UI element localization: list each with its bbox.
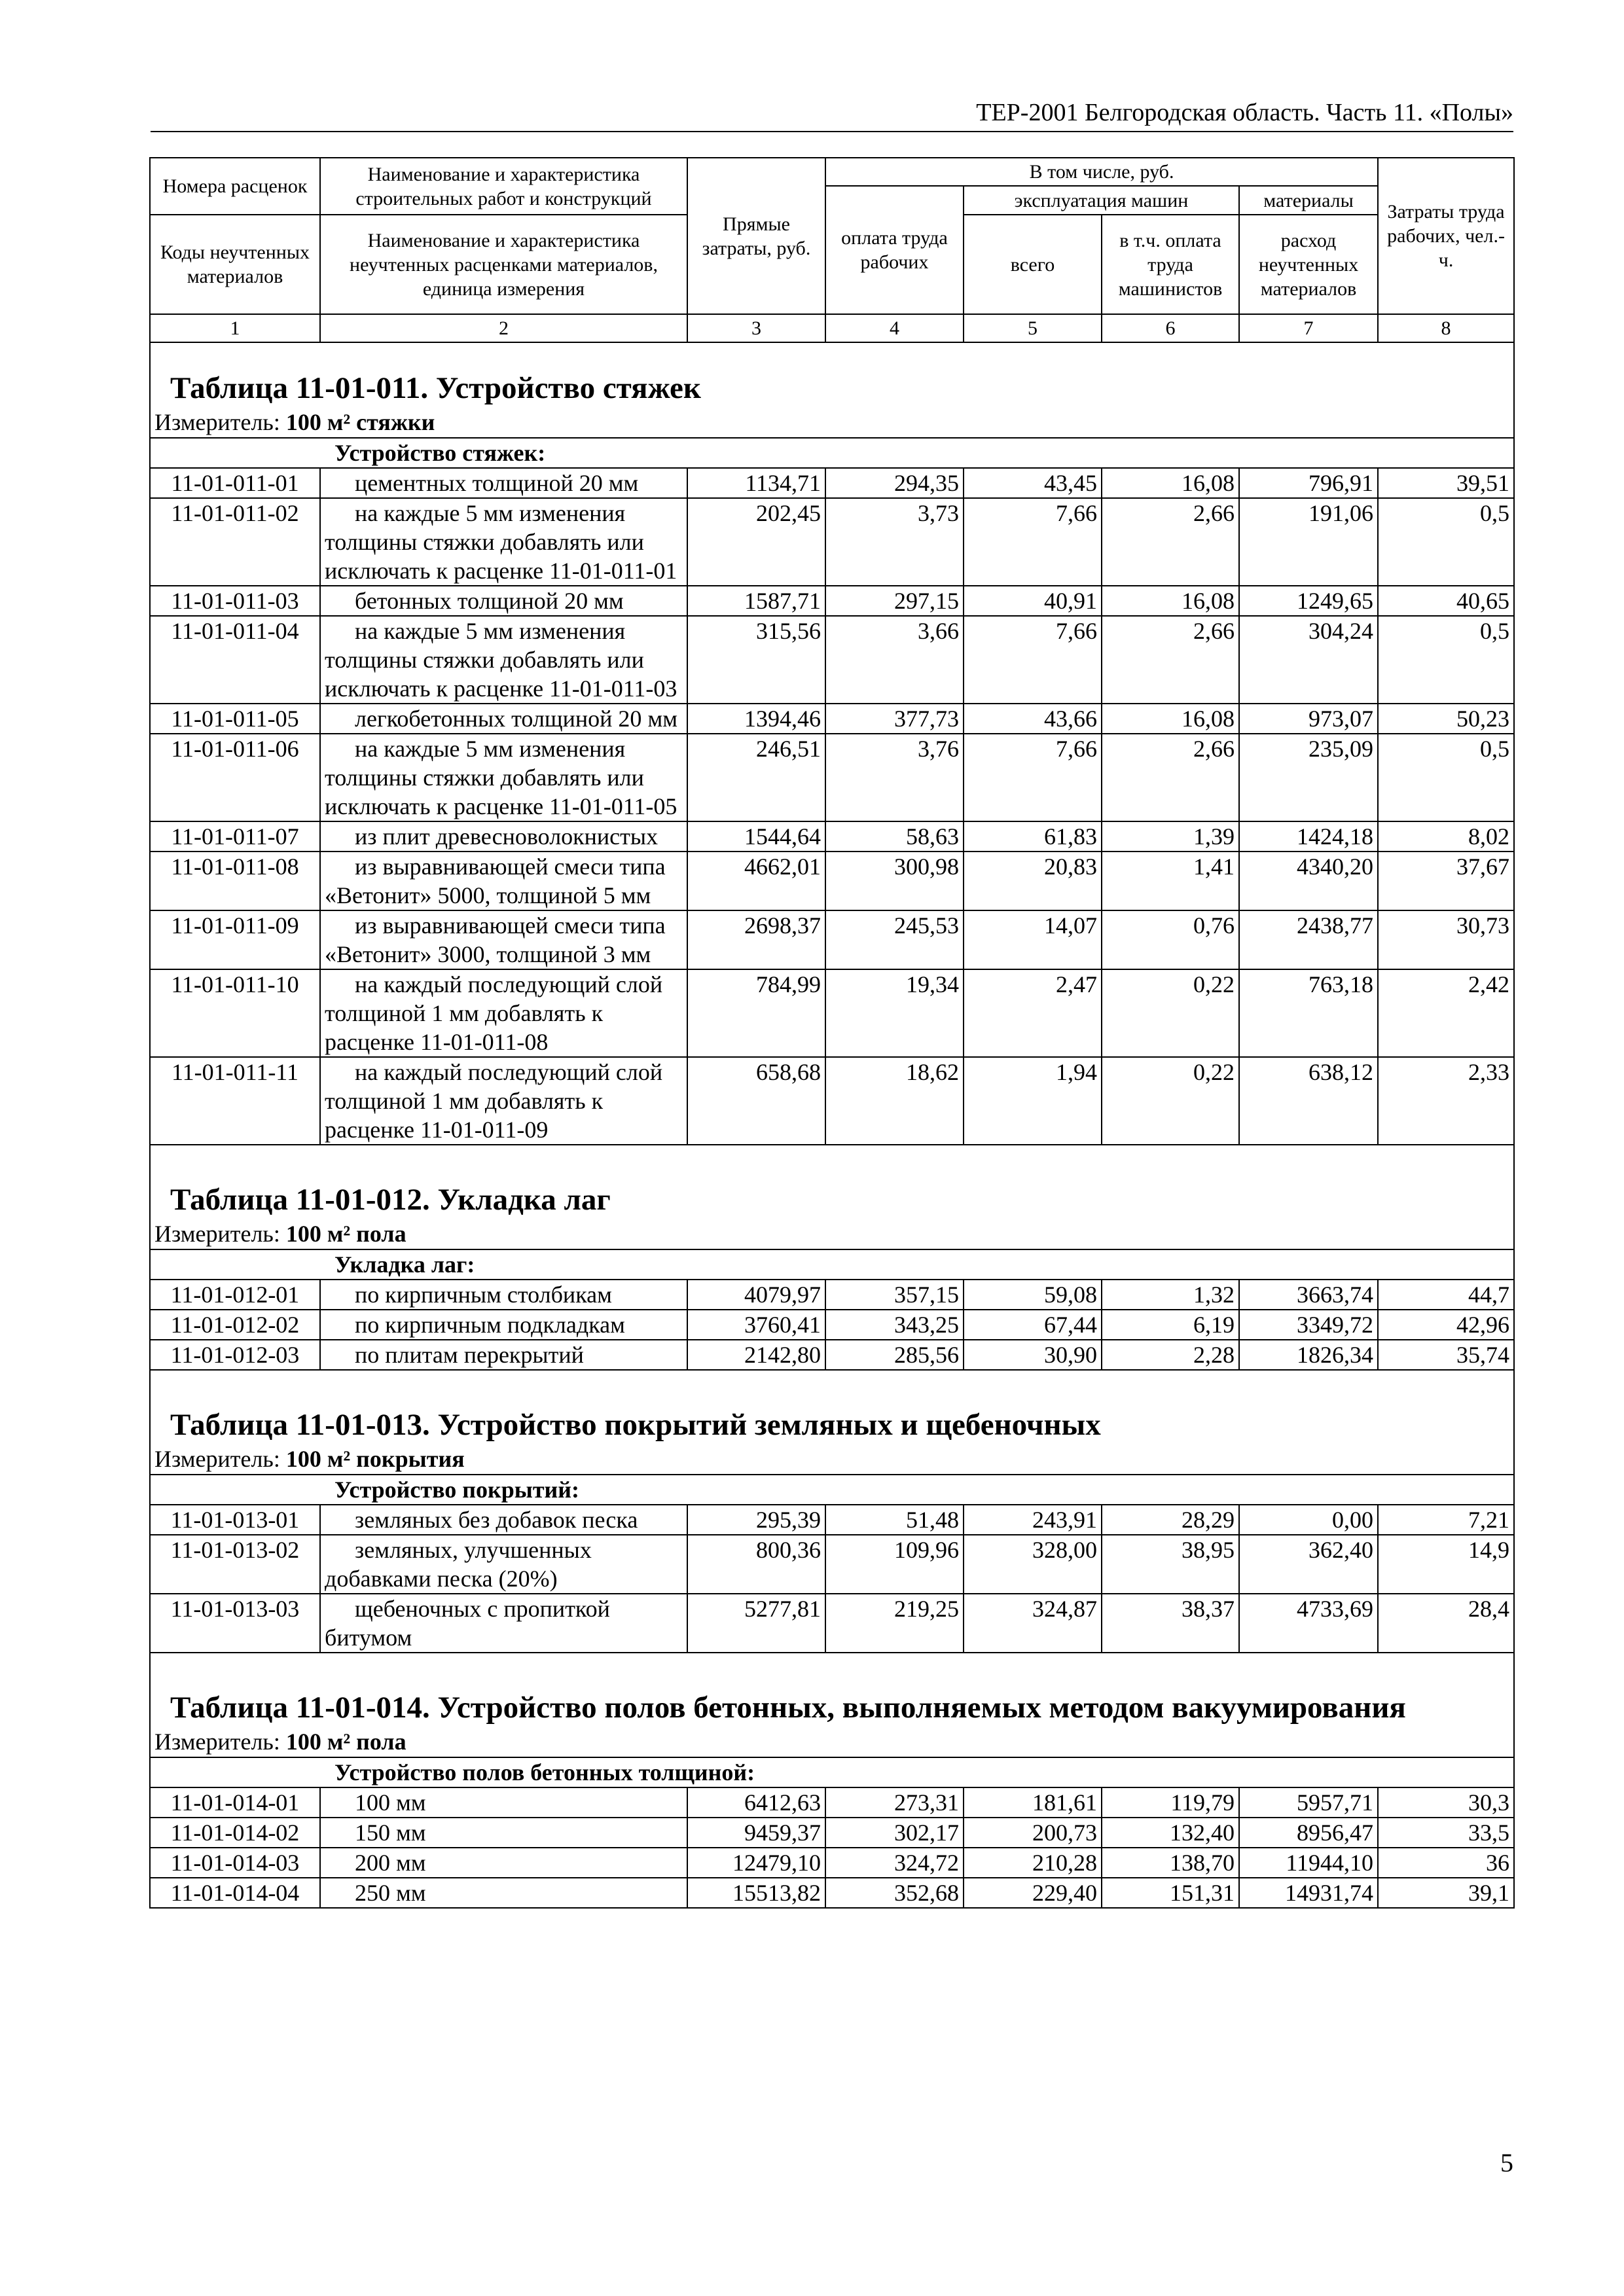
section-blank: [150, 1249, 320, 1280]
column-numbers-row: [150, 314, 1514, 342]
measure-row: [150, 1444, 1514, 1475]
value-c3: 800,36: [687, 1535, 825, 1594]
value-c7: 973,07: [1239, 704, 1378, 734]
measure-cell: [150, 1219, 1514, 1249]
rate-name: [320, 1818, 687, 1848]
table-row: [150, 1505, 1514, 1535]
rate-code: 11-01-014-01: [150, 1787, 320, 1818]
value-c3: 6412,63: [687, 1787, 825, 1818]
value-c6: 16,08: [1102, 468, 1239, 498]
rate-code: 11-01-013-02: [150, 1535, 320, 1594]
value-c6: 1,39: [1102, 821, 1239, 852]
rate-name: [320, 1057, 687, 1145]
section-heading: Устройство полов бетонных толщиной:: [320, 1757, 1514, 1787]
measure-label: Измеритель:: [154, 1221, 280, 1247]
rate-name-first: на каждые 5 мм изменения: [355, 736, 626, 762]
value-c4: 3,73: [825, 498, 964, 586]
table-row: [150, 910, 1514, 969]
value-c4: 3,66: [825, 616, 964, 704]
rate-code: 11-01-012-02: [150, 1310, 320, 1340]
table-row: [150, 821, 1514, 852]
value-c4: 3,76: [825, 734, 964, 821]
value-c7: 4733,69: [1239, 1594, 1378, 1653]
table-title-row: [150, 1689, 1514, 1727]
rate-name-first: из выравнивающей смеси типа: [355, 853, 666, 880]
rate-code: 11-01-011-08: [150, 852, 320, 910]
page-number: 5: [1500, 2148, 1513, 2178]
value-c4: 377,73: [825, 704, 964, 734]
rate-code: 11-01-011-02: [150, 498, 320, 586]
rate-name-first: по плитам перекрытий: [355, 1342, 584, 1368]
value-c6: 2,66: [1102, 498, 1239, 586]
value-c3: 3760,41: [687, 1310, 825, 1340]
rate-name-rest: битумом: [325, 1624, 412, 1651]
value-c7: 796,91: [1239, 468, 1378, 498]
value-c4: 294,35: [825, 468, 964, 498]
value-c6: 38,37: [1102, 1594, 1239, 1653]
header-including: В том числе, руб.: [825, 158, 1378, 186]
value-c6: 151,31: [1102, 1878, 1239, 1908]
rate-name-first: земляных без добавок песка: [355, 1507, 638, 1533]
value-c4: 19,34: [825, 969, 964, 1057]
section-heading: Устройство стяжек:: [320, 438, 1514, 468]
value-c3: 4079,97: [687, 1280, 825, 1310]
value-c4: 219,25: [825, 1594, 964, 1653]
value-c6: 132,40: [1102, 1818, 1239, 1848]
table-row: [150, 734, 1514, 821]
section-heading: Устройство покрытий:: [320, 1475, 1514, 1505]
header-machinist-pay: в т.ч. оплата труда машинистов: [1102, 215, 1239, 314]
value-c3: 5277,81: [687, 1594, 825, 1653]
value-c8: 0,5: [1378, 616, 1514, 704]
value-c7: 191,06: [1239, 498, 1378, 586]
value-c8: 40,65: [1378, 586, 1514, 616]
measure-row: [150, 1219, 1514, 1249]
rate-name-first: щебеночных с пропиткой: [355, 1596, 610, 1622]
rate-name-first: 150 мм: [355, 1820, 426, 1846]
value-c4: 273,31: [825, 1787, 964, 1818]
value-c4: 352,68: [825, 1878, 964, 1908]
value-c3: 202,45: [687, 498, 825, 586]
value-c3: 1134,71: [687, 468, 825, 498]
value-c7: 11944,10: [1239, 1848, 1378, 1878]
measure-cell: [150, 407, 1514, 438]
value-c6: 1,41: [1102, 852, 1239, 910]
value-c7: 0,00: [1239, 1505, 1378, 1535]
value-c3: 1544,64: [687, 821, 825, 852]
value-c5: 2,47: [964, 969, 1102, 1057]
value-c8: 50,23: [1378, 704, 1514, 734]
rate-name: [320, 468, 687, 498]
table-row: [150, 586, 1514, 616]
value-c3: 315,56: [687, 616, 825, 704]
rate-name: [320, 852, 687, 910]
rate-name-rest: толщиной 1 мм добавлять к расценке 11-01-011-09: [325, 1088, 604, 1143]
header-direct-costs: Прямые затраты, руб.: [687, 158, 825, 314]
rate-code: 11-01-013-03: [150, 1594, 320, 1653]
table-gap: [150, 1653, 1514, 1689]
value-c8: 36: [1378, 1848, 1514, 1878]
table-row: [150, 498, 1514, 586]
value-c8: 35,74: [1378, 1340, 1514, 1370]
value-c5: 40,91: [964, 586, 1102, 616]
value-c3: 2698,37: [687, 910, 825, 969]
measure-row: [150, 1727, 1514, 1757]
rate-code: 11-01-012-01: [150, 1280, 320, 1310]
rate-name: [320, 1787, 687, 1818]
measure-label: Измеритель:: [154, 409, 280, 435]
value-c6: 0,22: [1102, 969, 1239, 1057]
value-c8: 39,51: [1378, 468, 1514, 498]
value-c4: 297,15: [825, 586, 964, 616]
table-row: [150, 468, 1514, 498]
header-machines: эксплуатация машин: [964, 186, 1239, 215]
value-c7: 8956,47: [1239, 1818, 1378, 1848]
value-c6: 119,79: [1102, 1787, 1239, 1818]
table-title: Таблица 11-01-011. Устройство стяжек: [170, 371, 701, 405]
value-c6: 2,28: [1102, 1340, 1239, 1370]
rate-name: [320, 1535, 687, 1594]
column-number: 5: [964, 314, 1102, 342]
value-c4: 58,63: [825, 821, 964, 852]
value-c6: 28,29: [1102, 1505, 1239, 1535]
value-c3: 2142,80: [687, 1340, 825, 1370]
table-gap-row: [150, 342, 1514, 369]
value-c7: 1424,18: [1239, 821, 1378, 852]
value-c3: 1587,71: [687, 586, 825, 616]
header-unaccounted-name: Наименование и характеристика неучтенных расценками материалов, единица измерения: [320, 215, 687, 314]
table-title-row: [150, 1406, 1514, 1444]
table-header: [150, 158, 1514, 342]
measure-cell: [150, 1727, 1514, 1757]
value-c8: 14,9: [1378, 1535, 1514, 1594]
rate-code: 11-01-011-10: [150, 969, 320, 1057]
value-c5: 324,87: [964, 1594, 1102, 1653]
rate-name: [320, 498, 687, 586]
measure-label: Измеритель:: [154, 1446, 280, 1472]
rate-name-rest: толщины стяжки добавлять или исключать к расценке 11-01-011-03: [325, 647, 677, 702]
measure-label: Измеритель:: [154, 1729, 280, 1755]
value-c6: 0,22: [1102, 1057, 1239, 1145]
value-c8: 30,73: [1378, 910, 1514, 969]
rate-code: 11-01-014-02: [150, 1818, 320, 1848]
header-materials: материалы: [1239, 186, 1378, 215]
table-row: [150, 616, 1514, 704]
rate-code: 11-01-011-01: [150, 468, 320, 498]
table-title-cell: [150, 1689, 1514, 1727]
table-gap-row: [150, 1370, 1514, 1406]
rate-name-first: по кирпичным подкладкам: [355, 1312, 625, 1338]
value-c3: 658,68: [687, 1057, 825, 1145]
value-c7: 2438,77: [1239, 910, 1378, 969]
value-c5: 7,66: [964, 498, 1102, 586]
header-work-name: Наименование и характеристика строительных работ и конструкций: [320, 158, 687, 215]
rate-name-rest: толщины стяжки добавлять или исключать к расценке 11-01-011-01: [325, 529, 677, 584]
rate-name-first: на каждые 5 мм изменения: [355, 618, 626, 644]
table-body: [150, 342, 1514, 1908]
rate-name-first: на каждый последующий слой: [355, 1059, 663, 1085]
value-c3: 295,39: [687, 1505, 825, 1535]
section-row: [150, 1757, 1514, 1787]
header-labor-cost: Затраты труда рабочих, чел.-ч.: [1378, 158, 1514, 314]
rate-code: 11-01-013-01: [150, 1505, 320, 1535]
rate-name: [320, 1594, 687, 1653]
value-c8: 39,1: [1378, 1878, 1514, 1908]
value-c5: 30,90: [964, 1340, 1102, 1370]
table-row: [150, 1848, 1514, 1878]
value-c3: 4662,01: [687, 852, 825, 910]
rate-name-rest: «Ветонит» 5000, толщиной 5 мм: [325, 882, 651, 908]
rate-name-first: легкобетонных толщиной 20: [355, 706, 642, 732]
value-c8: 2,33: [1378, 1057, 1514, 1145]
value-c8: 33,5: [1378, 1818, 1514, 1848]
value-c6: 0,76: [1102, 910, 1239, 969]
value-c6: 2,66: [1102, 616, 1239, 704]
value-c4: 18,62: [825, 1057, 964, 1145]
column-number: 4: [825, 314, 964, 342]
value-c5: 61,83: [964, 821, 1102, 852]
section-row: [150, 438, 1514, 468]
value-c4: 343,25: [825, 1310, 964, 1340]
section-row: [150, 1249, 1514, 1280]
table-row: [150, 1310, 1514, 1340]
value-c8: 28,4: [1378, 1594, 1514, 1653]
rate-name-first: из выравнивающей смеси типа: [355, 912, 666, 939]
table-row: [150, 1057, 1514, 1145]
table-row: [150, 1535, 1514, 1594]
table-row: [150, 1594, 1514, 1653]
rate-name: [320, 586, 687, 616]
rate-code: 11-01-011-05: [150, 704, 320, 734]
table-row: [150, 1818, 1514, 1848]
rate-name: [320, 1878, 687, 1908]
rate-name-first: из плит древесноволокнистых: [355, 823, 659, 850]
table-row: [150, 1787, 1514, 1818]
value-c7: 235,09: [1239, 734, 1378, 821]
header-unaccounted-materials: расход неучтенных материалов: [1239, 215, 1378, 314]
value-c8: 8,02: [1378, 821, 1514, 852]
column-number: 8: [1378, 314, 1514, 342]
value-c5: 181,61: [964, 1787, 1102, 1818]
rate-name-first: на каждые 5 мм изменения: [355, 500, 626, 526]
value-c6: 2,66: [1102, 734, 1239, 821]
value-c3: 1394,46: [687, 704, 825, 734]
table-title-cell: [150, 369, 1514, 407]
value-c3: 15513,82: [687, 1878, 825, 1908]
rate-name-first: бетонных толщиной 20 мм: [355, 588, 624, 614]
value-c8: 2,42: [1378, 969, 1514, 1057]
table-gap: [150, 1145, 1514, 1181]
value-c5: 59,08: [964, 1280, 1102, 1310]
measure-cell: [150, 1444, 1514, 1475]
value-c4: 302,17: [825, 1818, 964, 1848]
table-title: Таблица 11-01-012. Укладка лаг: [170, 1183, 611, 1217]
rate-name-rest: добавками песка (20%): [325, 1566, 558, 1592]
value-c5: 7,66: [964, 734, 1102, 821]
rate-name: [320, 821, 687, 852]
value-c7: 763,18: [1239, 969, 1378, 1057]
table-gap: [150, 342, 1514, 369]
rate-code: 11-01-011-07: [150, 821, 320, 852]
section-blank: [150, 438, 320, 468]
value-c5: 243,91: [964, 1505, 1102, 1535]
value-c5: 14,07: [964, 910, 1102, 969]
table-gap: [150, 1370, 1514, 1406]
rate-code: 11-01-011-11: [150, 1057, 320, 1145]
table-title-row: [150, 369, 1514, 407]
rate-name-rest: толщиной 1 мм добавлять к расценке 11-01-011-08: [325, 1000, 604, 1055]
value-c3: 12479,10: [687, 1848, 825, 1878]
value-c5: 20,83: [964, 852, 1102, 910]
measure-value: 100 м² стяжки: [285, 409, 435, 435]
section-blank: [150, 1757, 320, 1787]
table-row: [150, 1280, 1514, 1310]
value-c4: 109,96: [825, 1535, 964, 1594]
table-gap-row: [150, 1145, 1514, 1181]
header-labor-pay: оплата труда рабочих: [825, 186, 964, 314]
rate-name: [320, 1848, 687, 1878]
value-c8: 42,96: [1378, 1310, 1514, 1340]
header-unaccounted-codes: Коды неучтенных материалов: [150, 215, 320, 314]
value-c6: 16,08: [1102, 704, 1239, 734]
value-c7: 4340,20: [1239, 852, 1378, 910]
rate-name: [320, 1505, 687, 1535]
table-row: [150, 1878, 1514, 1908]
rate-code: 11-01-011-06: [150, 734, 320, 821]
value-c4: 300,98: [825, 852, 964, 910]
table-title-row: [150, 1181, 1514, 1219]
value-c5: 67,44: [964, 1310, 1102, 1340]
column-number: 6: [1102, 314, 1239, 342]
value-c4: 357,15: [825, 1280, 964, 1310]
value-c5: 43,66: [964, 704, 1102, 734]
value-c7: 14931,74: [1239, 1878, 1378, 1908]
table-title-cell: [150, 1406, 1514, 1444]
rate-name-first: 200 мм: [355, 1850, 426, 1876]
table-row: [150, 852, 1514, 910]
column-number: 1: [150, 314, 320, 342]
rate-name: [320, 910, 687, 969]
value-c5: 1,94: [964, 1057, 1102, 1145]
table-row: [150, 969, 1514, 1057]
rate-name-rest: мм: [647, 706, 677, 732]
value-c6: 16,08: [1102, 586, 1239, 616]
value-c7: 3349,72: [1239, 1310, 1378, 1340]
value-c8: 37,67: [1378, 852, 1514, 910]
rate-code: 11-01-012-03: [150, 1340, 320, 1370]
column-number: 3: [687, 314, 825, 342]
rate-name-first: земляных, улучшенных: [355, 1537, 592, 1563]
value-c4: 245,53: [825, 910, 964, 969]
rate-name: [320, 616, 687, 704]
section-heading: Укладка лаг:: [320, 1249, 1514, 1280]
table-title: Таблица 11-01-014. Устройство полов бетонных, выполняемых методом вакуумирования: [170, 1691, 1406, 1725]
measure-value: 100 м² пола: [285, 1729, 406, 1755]
value-c3: 784,99: [687, 969, 825, 1057]
header-rule: [151, 131, 1513, 132]
value-c7: 1249,65: [1239, 586, 1378, 616]
running-header: ТЕР-2001 Белгородская область. Часть 11. «Полы»: [976, 99, 1513, 126]
rate-code: 11-01-011-04: [150, 616, 320, 704]
value-c5: 210,28: [964, 1848, 1102, 1878]
value-c6: 38,95: [1102, 1535, 1239, 1594]
value-c8: 30,3: [1378, 1787, 1514, 1818]
column-number: 7: [1239, 314, 1378, 342]
measure-row: [150, 407, 1514, 438]
value-c7: 304,24: [1239, 616, 1378, 704]
value-c6: 6,19: [1102, 1310, 1239, 1340]
section-row: [150, 1475, 1514, 1505]
rate-name-rest: толщины стяжки добавлять или исключать к расценке 11-01-011-05: [325, 764, 677, 819]
rate-name-first: цементных толщиной 20 мм: [355, 470, 639, 496]
rate-name-rest: «Ветонит» 3000, толщиной 3 мм: [325, 941, 651, 967]
rate-name-first: 100 мм: [355, 1789, 426, 1816]
rates-table: [149, 157, 1515, 1909]
rate-code: 11-01-011-03: [150, 586, 320, 616]
value-c4: 324,72: [825, 1848, 964, 1878]
value-c7: 1826,34: [1239, 1340, 1378, 1370]
rate-name: [320, 1340, 687, 1370]
measure-value: 100 м² покрытия: [285, 1446, 465, 1472]
value-c4: 285,56: [825, 1340, 964, 1370]
header-machines-total: всего: [964, 215, 1102, 314]
value-c6: 138,70: [1102, 1848, 1239, 1878]
value-c7: 5957,71: [1239, 1787, 1378, 1818]
value-c7: 3663,74: [1239, 1280, 1378, 1310]
value-c8: 0,5: [1378, 734, 1514, 821]
value-c8: 44,7: [1378, 1280, 1514, 1310]
value-c7: 362,40: [1239, 1535, 1378, 1594]
rate-name: [320, 1280, 687, 1310]
value-c7: 638,12: [1239, 1057, 1378, 1145]
rate-name-first: 250 мм: [355, 1880, 426, 1906]
table-title-cell: [150, 1181, 1514, 1219]
header-rate-numbers: Номера расценок: [150, 158, 320, 215]
rate-name-first: на каждый последующий слой: [355, 971, 663, 997]
value-c5: 200,73: [964, 1818, 1102, 1848]
table-row: [150, 1340, 1514, 1370]
value-c3: 246,51: [687, 734, 825, 821]
rate-code: 11-01-011-09: [150, 910, 320, 969]
section-blank: [150, 1475, 320, 1505]
value-c5: 7,66: [964, 616, 1102, 704]
value-c8: 7,21: [1378, 1505, 1514, 1535]
table-title: Таблица 11-01-013. Устройство покрытий земляных и щебеночных: [170, 1408, 1101, 1442]
rate-code: 11-01-014-03: [150, 1848, 320, 1878]
value-c5: 328,00: [964, 1535, 1102, 1594]
rate-name-first: по кирпичным столбикам: [355, 1282, 612, 1308]
value-c4: 51,48: [825, 1505, 964, 1535]
value-c3: 9459,37: [687, 1818, 825, 1848]
value-c5: 43,45: [964, 468, 1102, 498]
rate-name: [320, 969, 687, 1057]
value-c5: 229,40: [964, 1878, 1102, 1908]
column-number: 2: [320, 314, 687, 342]
value-c8: 0,5: [1378, 498, 1514, 586]
rate-name: [320, 734, 687, 821]
rate-code: 11-01-014-04: [150, 1878, 320, 1908]
rate-name: [320, 704, 687, 734]
table-row: [150, 704, 1514, 734]
rate-name: [320, 1310, 687, 1340]
value-c6: 1,32: [1102, 1280, 1239, 1310]
measure-value: 100 м² пола: [285, 1221, 406, 1247]
table-gap-row: [150, 1653, 1514, 1689]
